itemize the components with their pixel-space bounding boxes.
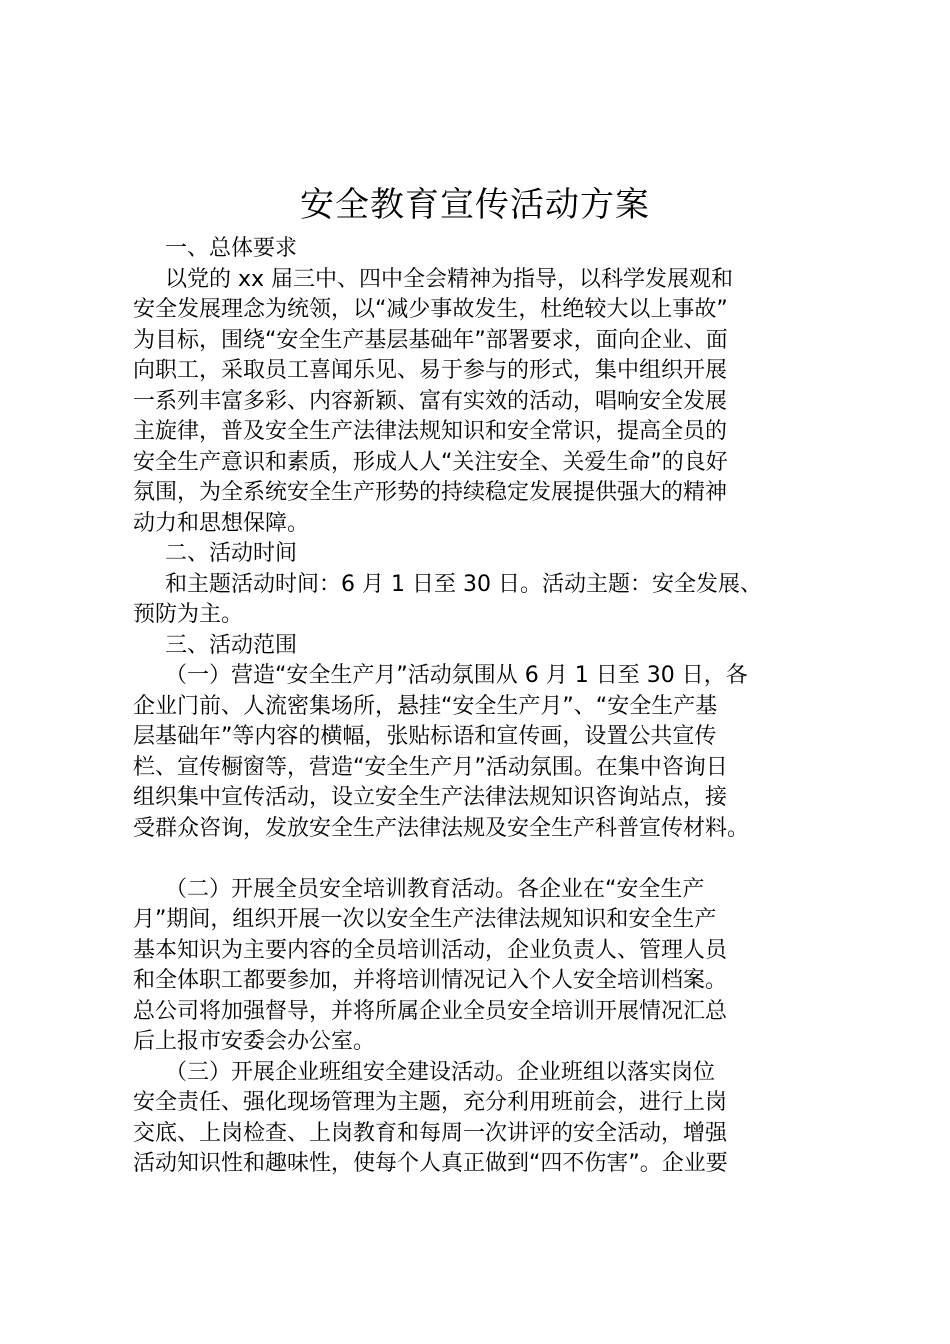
section-heading-overall-requirements: 一、总体要求 [165,236,298,261]
paragraph-line: 安全发展理念为统领，以“减少事故发生，杜绝较大以上事故” [133,297,728,322]
paragraph-line: （三）开展企业班组安全建设活动。企业班组以落实岗位 [165,1059,716,1085]
section-heading-activity-scope: 三、活动范围 [165,632,298,658]
paragraph-line: 层基础年”等内容的横幅，张贴标语和宣传画，设置公共宣传 [133,724,717,749]
paragraph-line: 活动知识性和趣味性，使每个人真正做到“四不伤害”。企业要 [133,1151,728,1176]
paragraph-line: 以党的 xx 届三中、四中全会精神为指导，以科学发展观和 [165,266,734,292]
paragraph-line: 向职工，采取员工喜闻乐见、易于参与的形式，集中组织开展 [133,358,728,383]
paragraph-line: 为目标，围绕“安全生产基层基础年”部署要求，面向企业、面 [133,327,728,353]
paragraph-line: 主旋律，普及安全生产法律法规知识和安全常识，提高全员的 [133,419,728,444]
paragraph-line: 安全生产意识和素质，形成人人“关注安全、关爱生命”的良好 [133,449,728,475]
paragraph-line: 组织集中宣传活动，设立安全生产法律法规知识咨询站点，接 [133,785,728,810]
section-heading-activity-time: 二、活动时间 [165,541,298,566]
paragraph-line: 氛围，为全系统安全生产形势的持续稳定发展提供强大的精神 [133,480,728,505]
document-title: 安全教育宣传活动方案 [300,185,650,225]
paragraph-line: 后上报市安委会办公室。 [133,1029,376,1054]
paragraph-line: 月”期间，组织开展一次以安全生产法律法规知识和安全生产 [133,907,717,932]
paragraph-line: 和主题活动时间：6 月 1 日至 30 日。活动主题：安全发展、 [165,571,762,597]
paragraph-line: （二）开展全员安全培训教育活动。各企业在“安全生产 [165,876,705,902]
paragraph-line: 受群众咨询，发放安全生产法律法规及安全生产科普宣传材料。 [133,815,750,841]
paragraph-line: 栏、宣传橱窗等，营造“安全生产月”活动氛围。在集中咨询日 [133,754,728,780]
paragraph-line: 安全责任、强化现场管理为主题，充分利用班前会，进行上岗 [133,1090,728,1115]
paragraph-line: 预防为主。 [133,602,244,627]
paragraph-line: 企业门前、人流密集场所，悬挂“安全生产月”、“安全生产基 [133,693,718,719]
paragraph-line: 一系列丰富多彩、内容新颖、富有实效的活动，唱响安全发展 [133,388,728,414]
paragraph-line: 总公司将加强督导，并将所属企业全员安全培训开展情况汇总 [133,998,728,1024]
paragraph-line: 交底、上岗检查、上岗教育和每周一次讲评的安全活动，增强 [133,1120,728,1146]
paragraph-line: 动力和思想保障。 [133,510,310,536]
paragraph-line: 基本知识为主要内容的全员培训活动，企业负责人、管理人员 [133,937,728,963]
blank-line [133,844,833,875]
paragraph-line: （一）营造“安全生产月”活动氛围从 6 月 1 日至 30 日，各 [165,663,748,688]
paragraph-line: 和全体职工都要参加，并将培训情况记入个人安全培训档案。 [133,968,728,993]
document-body [133,234,833,1180]
